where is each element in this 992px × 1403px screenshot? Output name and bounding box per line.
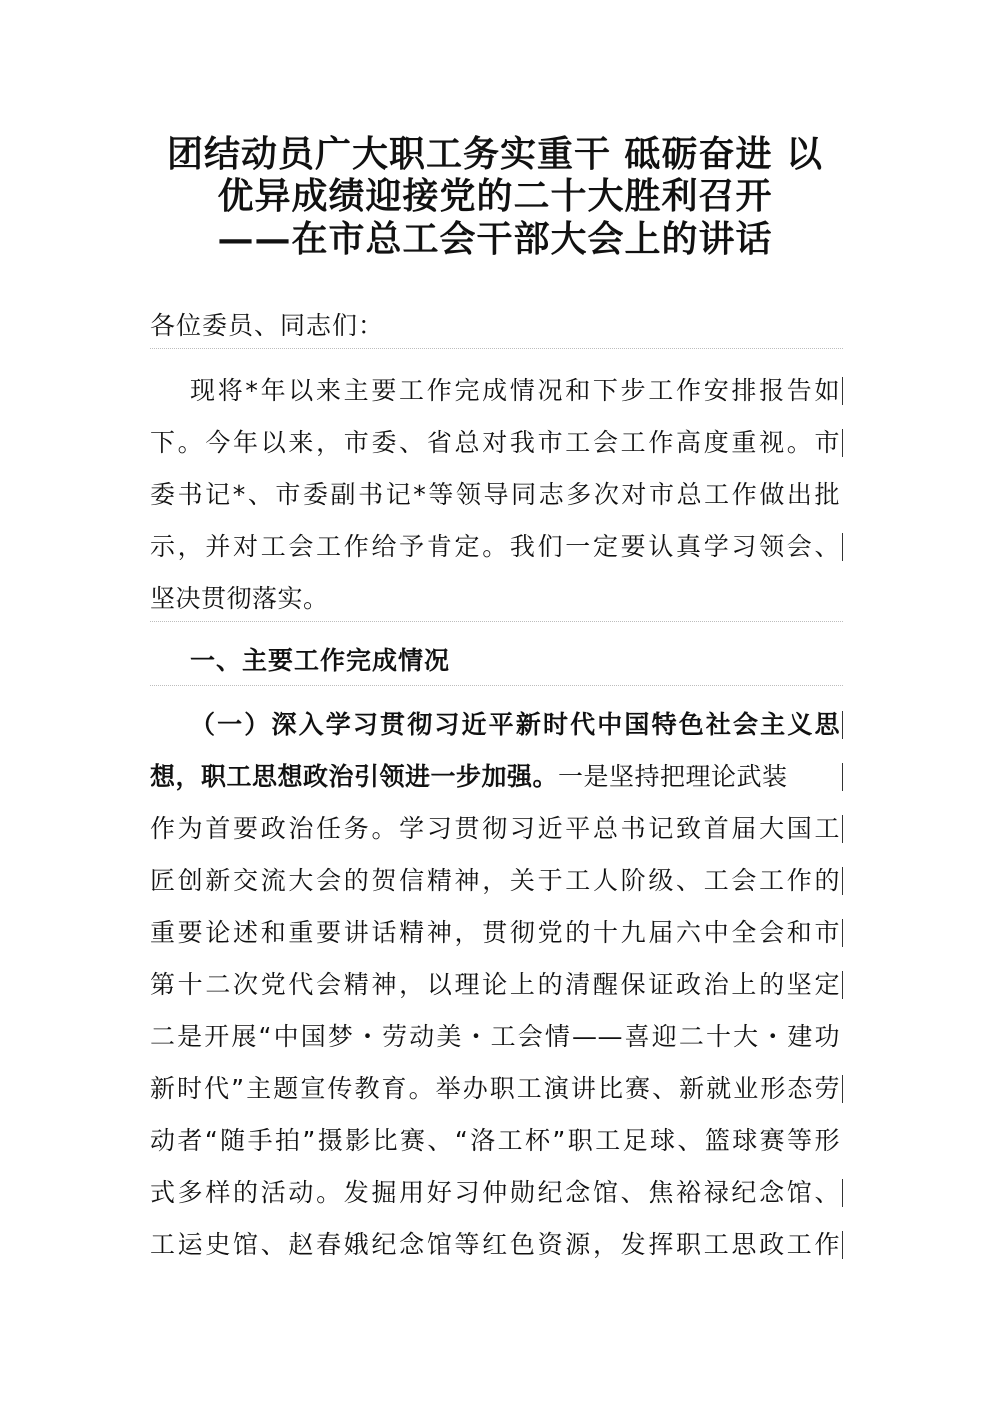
margin-marker: [842, 711, 843, 739]
margin-marker: [842, 971, 843, 999]
body-line: 第十二次党代会精神，以理论上的清醒保证政治上的坚定: [150, 970, 840, 999]
title-line-2: 优异成绩迎接党的二十大胜利召开: [217, 175, 773, 217]
title-line-1: 团结动员广大职工务实重干 砥砺奋进 以: [166, 133, 824, 175]
body-line: 新时代”主题宣传教育。举办职工演讲比赛、新就业形态劳: [150, 1074, 840, 1103]
margin-marker: [842, 919, 843, 947]
margin-marker: [842, 763, 843, 791]
margin-marker: [842, 1231, 843, 1259]
subsection-line-2: [150, 759, 840, 795]
divider: [150, 348, 843, 349]
intro-line-3: 委书记*、市委副书记*等领导同志多次对市总工作做出批: [150, 480, 840, 509]
section-heading: 一、主要工作完成情况: [190, 646, 451, 675]
body-line: 动者“随手拍”摄影比赛、“洛工杯”职工足球、篮球赛等形: [150, 1126, 840, 1155]
subsection-heading-line-1: （一）深入学习贯彻习近平新时代中国特色社会主义思: [190, 710, 840, 739]
intro-line-5: 坚决贯彻落实。: [150, 584, 329, 613]
body-line: 重要论述和重要讲话精神，贯彻党的十九届六中全会和市: [150, 918, 840, 947]
subsection-heading-line-2: 想，职工思想政治引领进一步加强。: [150, 762, 559, 791]
margin-marker: [842, 1075, 843, 1103]
body-line: 作为首要政治任务。学习贯彻习近平总书记致首届大国工: [150, 814, 840, 843]
title-subtitle: ——在市总工会干部大会上的讲话: [217, 218, 773, 260]
salutation: 各位委员、同志们：: [150, 311, 385, 340]
body-line: 式多样的活动。发掘用好习仲勋纪念馆、焦裕禄纪念馆、: [150, 1178, 840, 1207]
divider: [150, 685, 843, 686]
intro-line-2: 下。今年以来，市委、省总对我市工会工作高度重视。市: [150, 428, 840, 457]
margin-marker: [842, 815, 843, 843]
intro-line-1: 现将*年以来主要工作完成情况和下步工作安排报告如: [190, 376, 840, 405]
subsection-line-2-rest: 一是坚持把理论武装: [558, 762, 788, 791]
body-line: 二是开展“中国梦・劳动美・工会情——喜迎二十大・建功: [150, 1022, 840, 1051]
margin-marker: [842, 867, 843, 895]
divider: [150, 621, 843, 622]
margin-marker: [842, 377, 843, 405]
body-line: 工运史馆、赵春娥纪念馆等红色资源，发挥职工思政工作: [150, 1230, 840, 1259]
body-line: 匠创新交流大会的贺信精神，关于工人阶级、工会工作的: [150, 866, 840, 895]
margin-marker: [842, 533, 843, 561]
margin-marker: [842, 429, 843, 457]
margin-marker: [842, 1179, 843, 1207]
intro-line-4: 示，并对工会工作给予肯定。我们一定要认真学习领会、: [150, 532, 840, 561]
